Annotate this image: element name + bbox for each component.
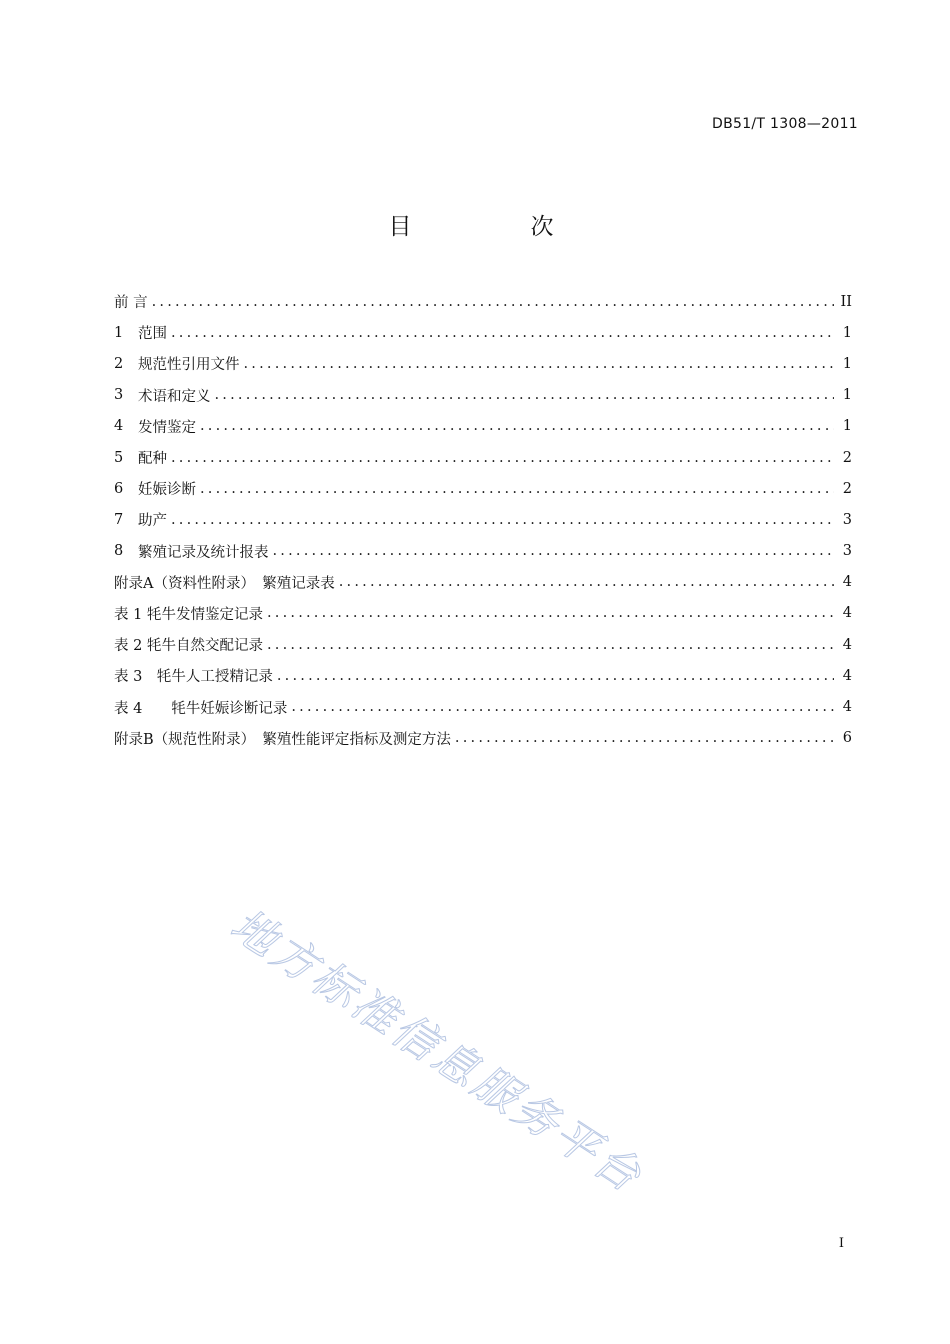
toc-entry[interactable] xyxy=(114,411,852,442)
toc-entry-page: 3 xyxy=(842,543,852,560)
toc-entry-label: 术语和定义 xyxy=(138,388,211,405)
toc-entry-label: 表 3 牦牛人工授精记录 xyxy=(114,669,273,686)
toc-leader-dots xyxy=(267,605,834,621)
toc-entry[interactable] xyxy=(114,317,852,348)
toc-entry-label: 表 4 牦牛妊娠诊断记录 xyxy=(114,700,288,717)
toc-entry-page: 4 xyxy=(842,667,852,684)
page-title: 目 次 xyxy=(388,214,602,240)
toc-leader-dots xyxy=(200,418,834,434)
toc-entry-page: 1 xyxy=(842,355,852,372)
toc-entry-label: 附录B（规范性附录） 繁殖性能评定指标及测定方法 xyxy=(114,731,451,748)
page-number: I xyxy=(838,1236,844,1251)
toc-entry[interactable] xyxy=(114,348,852,379)
toc-entry[interactable] xyxy=(114,598,852,629)
toc-entry-number: 8 xyxy=(114,543,124,560)
toc-entry-label: 附录A（资料性附录） 繁殖记录表 xyxy=(114,575,335,592)
toc-entry-label: 妊娠诊断 xyxy=(138,482,196,499)
toc-entry-page: 6 xyxy=(842,730,852,747)
toc-entry[interactable] xyxy=(114,473,852,504)
toc-entry-page: 1 xyxy=(842,324,852,341)
toc-entry-number: 7 xyxy=(114,511,124,528)
toc-entry[interactable] xyxy=(114,286,852,317)
toc-entry-number: 1 xyxy=(114,324,124,341)
toc-leader-dots xyxy=(215,387,835,403)
toc-entry[interactable] xyxy=(114,536,852,567)
toc-entry[interactable] xyxy=(114,660,852,691)
toc-entry-label: 前 言 xyxy=(114,295,148,312)
toc-entry-page: 4 xyxy=(842,605,852,622)
toc-leader-dots xyxy=(152,294,834,310)
table-of-contents xyxy=(114,286,852,754)
toc-entry[interactable] xyxy=(114,442,852,473)
toc-entry[interactable] xyxy=(114,504,852,535)
toc-leader-dots xyxy=(171,325,834,341)
toc-entry-page: 1 xyxy=(842,418,852,435)
toc-entry-label: 规范性引用文件 xyxy=(138,357,240,374)
toc-entry-page: 3 xyxy=(842,511,852,528)
toc-leader-dots xyxy=(277,668,834,684)
toc-entry-page: 2 xyxy=(842,449,852,466)
toc-entry-label: 表 2 牦牛自然交配记录 xyxy=(114,638,263,655)
toc-entry-label: 发情鉴定 xyxy=(138,419,196,436)
toc-entry-page: 4 xyxy=(842,574,852,591)
toc-entry-page: 4 xyxy=(842,699,852,716)
toc-leader-dots xyxy=(273,543,835,559)
toc-entry[interactable] xyxy=(114,723,852,754)
toc-entry-label: 范围 xyxy=(138,326,167,343)
toc-entry-label: 助产 xyxy=(138,513,167,530)
toc-entry-page: II xyxy=(840,293,852,310)
toc-entry-page: 4 xyxy=(842,636,852,653)
toc-entry[interactable] xyxy=(114,567,852,598)
toc-leader-dots xyxy=(171,450,834,466)
document-code: DB51/T 1308—2011 xyxy=(712,116,858,132)
toc-entry-number: 2 xyxy=(114,355,124,372)
toc-entry[interactable] xyxy=(114,380,852,411)
toc-leader-dots xyxy=(455,730,834,746)
toc-entry-label: 繁殖记录及统计报表 xyxy=(138,544,269,561)
toc-leader-dots xyxy=(200,481,834,497)
toc-leader-dots xyxy=(339,574,834,590)
toc-entry-number: 3 xyxy=(114,387,124,404)
toc-leader-dots xyxy=(244,356,835,372)
toc-entry-page: 1 xyxy=(842,387,852,404)
toc-entry-number: 6 xyxy=(114,480,124,497)
toc-entry-label: 表 1 牦牛发情鉴定记录 xyxy=(114,606,263,623)
toc-leader-dots xyxy=(171,512,834,528)
toc-entry-number: 5 xyxy=(114,449,124,466)
toc-entry[interactable] xyxy=(114,691,852,722)
toc-entry-number: 4 xyxy=(114,418,124,435)
toc-entry-label: 配种 xyxy=(138,451,167,468)
toc-leader-dots xyxy=(267,637,834,653)
toc-entry-page: 2 xyxy=(842,480,852,497)
toc-entry[interactable] xyxy=(114,629,852,660)
watermark: 地方标准信息服务平台 xyxy=(221,899,652,1204)
toc-leader-dots xyxy=(291,699,834,715)
